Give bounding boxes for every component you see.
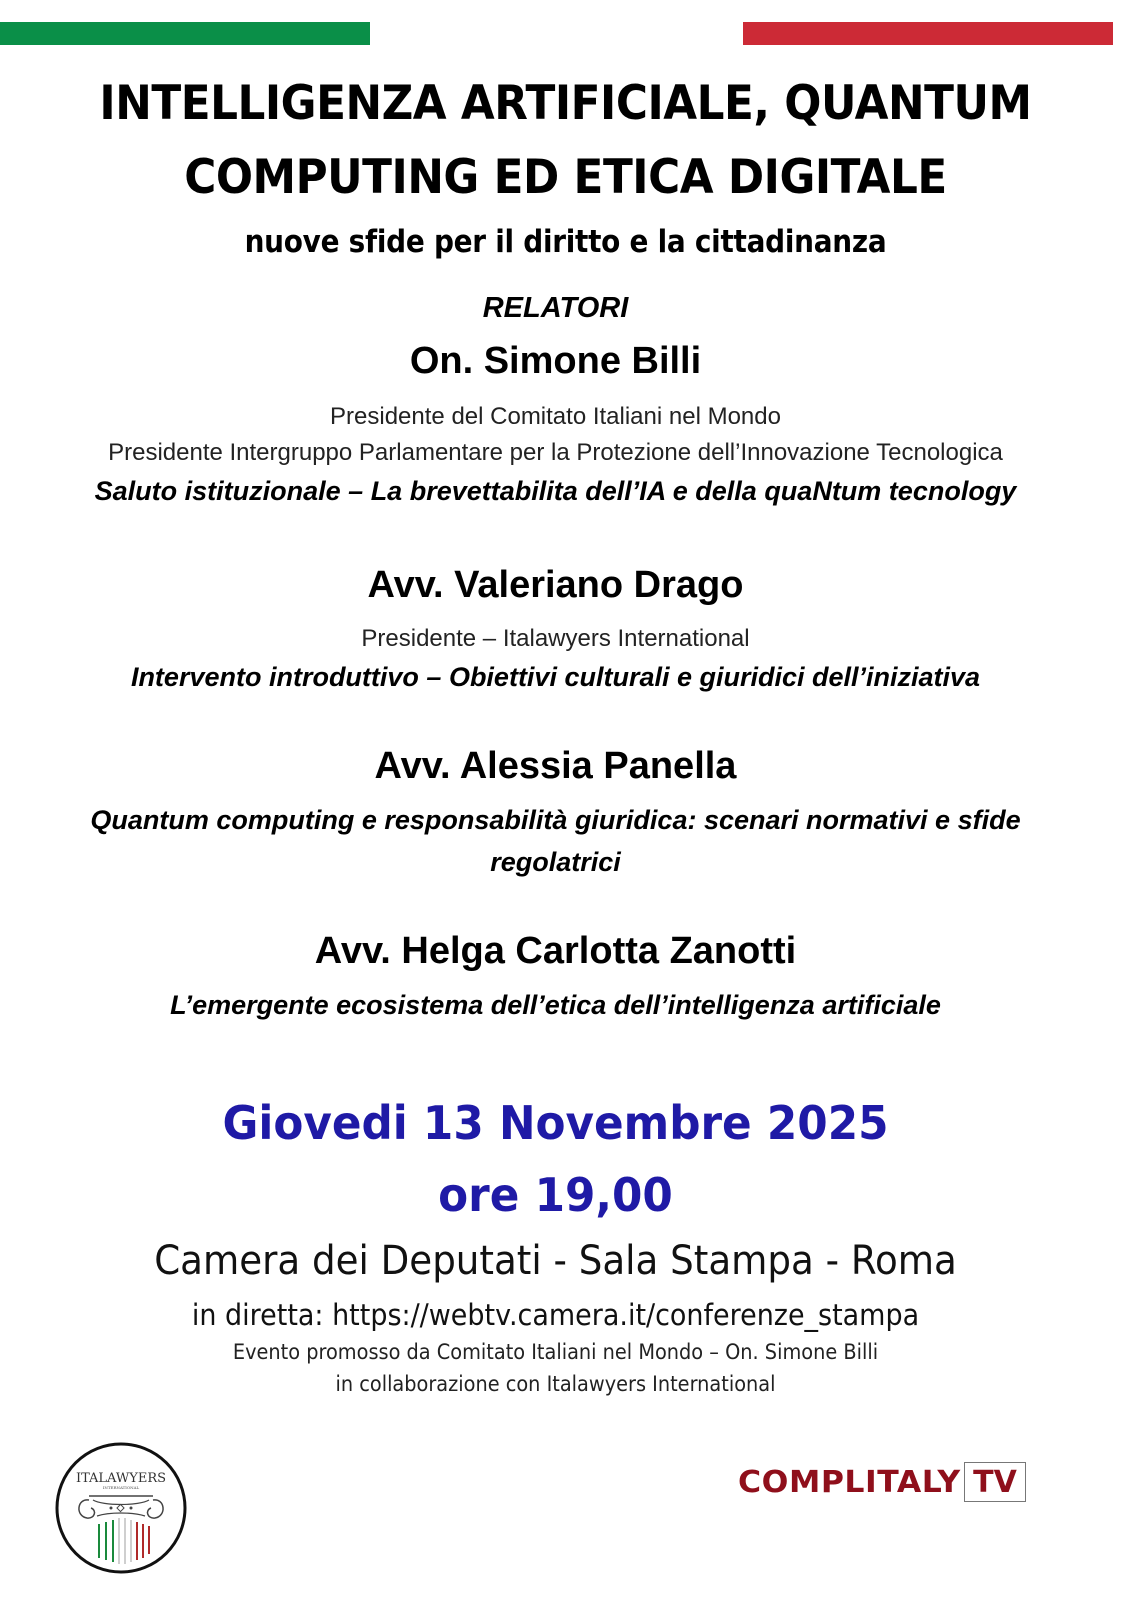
- title-line-2: COMPUTING ED ETICA DIGITALE: [184, 150, 947, 205]
- speaker-name: On. Simone Billi: [409, 340, 702, 382]
- relatori-heading: RELATORI: [482, 292, 629, 324]
- speaker-name: Avv. Helga Carlotta Zanotti: [314, 930, 797, 972]
- speaker-role: Presidente del Comitato Italiani nel Mondo: [330, 403, 781, 430]
- event-date: Giovedi 13 Novembre 2025: [222, 1096, 889, 1150]
- speaker-role: Presidente – Italawyers International: [361, 625, 750, 652]
- italawyers-logo-name: ITALAWYERS: [75, 1471, 167, 1486]
- speaker-talk: Saluto istituzionale – La brevettabilita dell’IA e della quaNtum tecnology: [94, 476, 1017, 506]
- italawyers-logo: [53, 1440, 189, 1576]
- speaker-name: Avv. Alessia Panella: [374, 745, 737, 787]
- flag-red-bar: [743, 22, 1113, 45]
- italawyers-column-icon: [53, 1440, 189, 1576]
- flag-green-bar: [0, 22, 370, 45]
- speaker-name: Avv. Valeriano Drago: [367, 564, 744, 606]
- promoted-by: Evento promosso da Comitato Italiani nel Mondo – On. Simone Billi: [232, 1340, 879, 1364]
- speaker-talk: Intervento introduttivo – Obiettivi culturali e giuridici dell’iniziativa: [130, 662, 981, 692]
- speaker-talk: L’emergente ecosistema dell’etica dell’intelligenza artificiale: [170, 990, 941, 1020]
- live-stream-link[interactable]: in diretta: https://webtv.camera.it/conferenze_stampa: [191, 1298, 920, 1332]
- event-venue: Camera dei Deputati - Sala Stampa - Roma: [154, 1238, 957, 1284]
- collaboration: in collaborazione con Italawyers International: [335, 1372, 776, 1396]
- speaker-talk: Quantum computing e responsabilità giuridica: scenari normativi e sfide: [90, 805, 1021, 835]
- speaker-talk: regolatrici: [490, 847, 621, 877]
- title-line-1: INTELLIGENZA ARTIFICIALE, QUANTUM: [99, 76, 1032, 131]
- event-time: ore 19,00: [438, 1168, 673, 1222]
- speaker-role: Presidente Intergruppo Parlamentare per la Protezione dell’Innovazione Tecnologica: [108, 439, 1003, 466]
- italawyers-logo-tagline: INTERNATIONAL: [102, 1485, 140, 1490]
- complitaly-logo-tv: TV: [964, 1462, 1026, 1502]
- subtitle: nuove sfide per il diritto e la cittadinanza: [244, 224, 887, 260]
- complitaly-logo-name: COMPLITALY: [738, 1464, 961, 1500]
- complitaly-tv-logo: [738, 1462, 1026, 1502]
